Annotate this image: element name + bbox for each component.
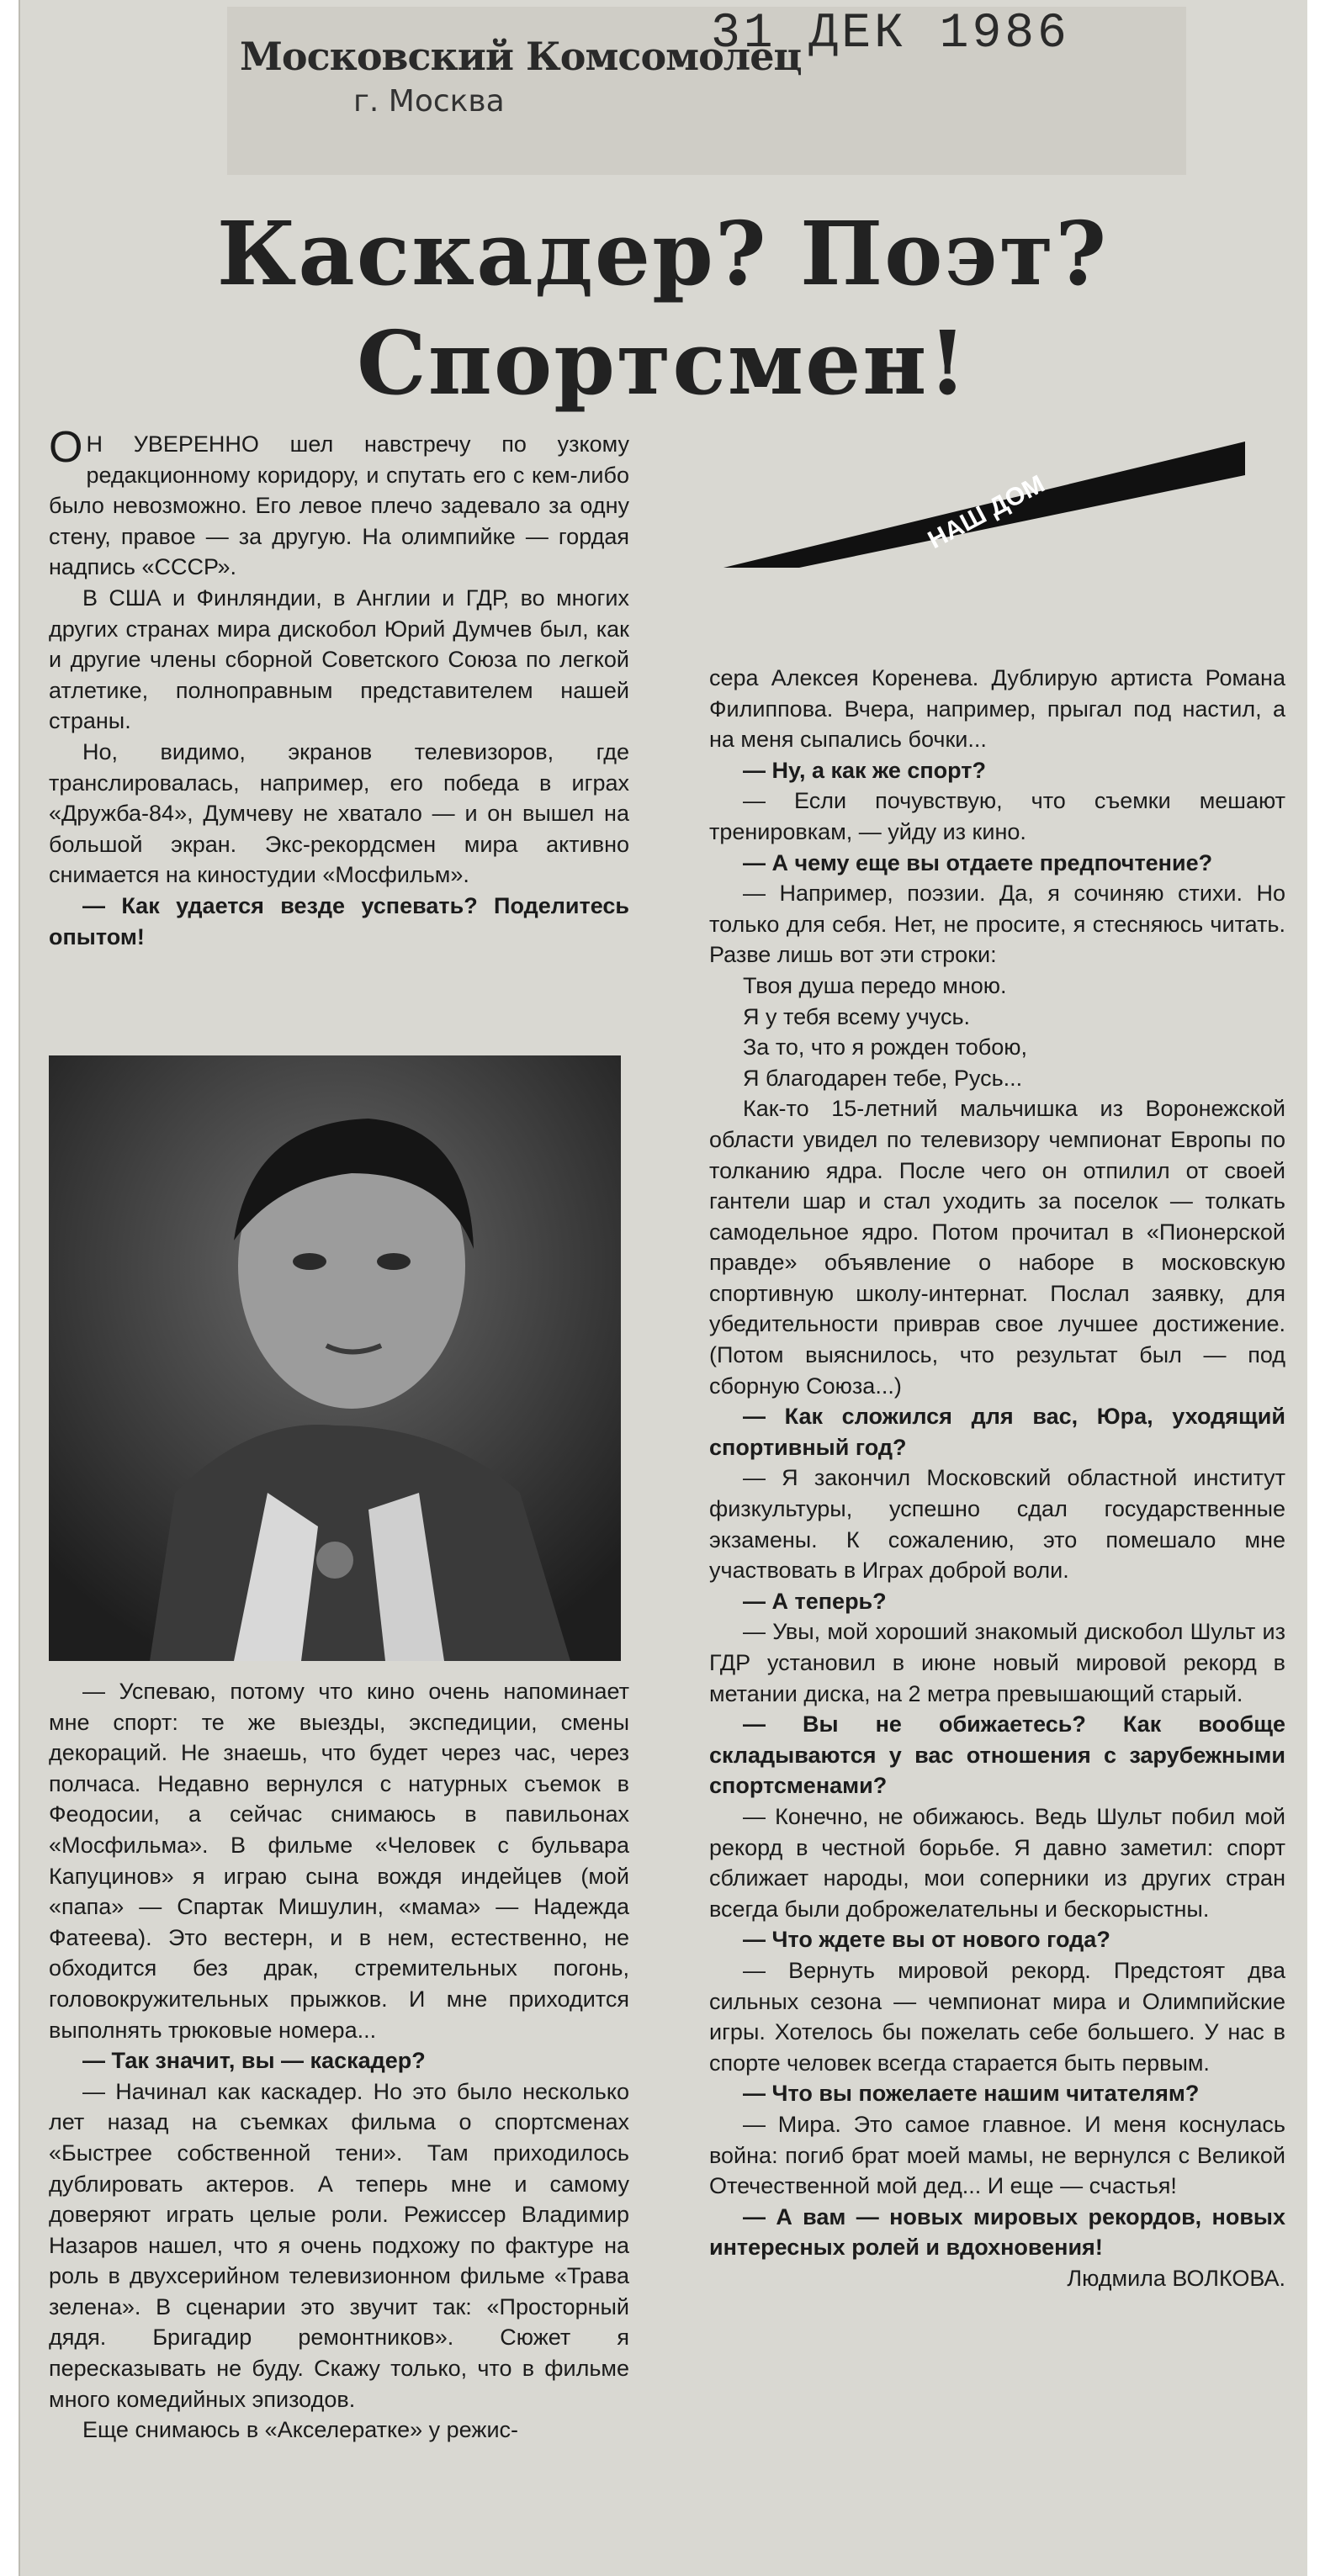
question: — А теперь? xyxy=(743,1588,887,1614)
question: — А чему еще вы отдаете предпочтение? xyxy=(743,849,1213,875)
headline-line-2: Спортсмен! xyxy=(356,311,969,415)
author-signature: Людмила ВОЛКОВА. xyxy=(1067,2265,1285,2291)
stamp-publication: Московский Комсомолец xyxy=(240,34,802,79)
rubric-banner xyxy=(707,442,1245,568)
verse-line: Твоя душа передо мною. xyxy=(743,972,1007,998)
question: — Вы не обижаетесь? Как вообще складываются у вас отношения с зарубежными спортсменами? xyxy=(709,1711,1285,1799)
paragraph: — Например, поэзии. Да, я сочиняю стихи. Но только для себя. Нет, не просите, я стесняюсь читать. Разве лишь вот эти строки: xyxy=(709,881,1285,968)
paragraph: — Начинал как каскадер. Но это было несколько лет назад на съемках фильма о спортсменах «Быстрее собственной тени». Там приходилось дублировать актеров. А теперь мне и самому доверяют играть целые роли. Режиссер Владимир Назаров нашел, что я очень подхожу по фактуре на роль в двухсерийном телевизионном фильме «Трава зелена». В сценарии это звучит так: «Просторный дядя. Бригадир ремонтников». Сюжет я пересказывать не буду. Скажу только, что в фильме много комедийных эпизодов. xyxy=(49,2078,629,2412)
question: — Как удается везде успевать? Поделитесь опытом! xyxy=(49,892,629,949)
stamp-city: г. Москва xyxy=(353,84,505,119)
drop-cap: О xyxy=(49,423,83,472)
left-column-bottom xyxy=(49,1676,629,2446)
paragraph: — Я закончил Московский областной институт физкультуры, успешно сдал государственные экзамены. К сожалению, это помешало мне участвовать в Играх доброй воли. xyxy=(709,1465,1285,1584)
verse-line: Я благодарен тебе, Русь... xyxy=(743,1065,1023,1091)
headline-line-1: Каскадер? Поэт? xyxy=(216,202,1109,305)
paragraph: — Успеваю, потому что кино очень напоминает мне спорт: те же выезды, экспедиции, смены декораций. Не знаешь, что будет через час, через полчаса. Недавно вернулся с натурных съемок в Феодосии, а сейчас снимаюсь в павильонах «Мосфильма». В фильме «Человек с бульвара Капуцинов» я играю сына вождя индейцев (мой «папа» — Спартак Мишулин, «мама» — Надежда Фатеева). Это вестерн, и в нем, естественно, не обходится без драк, стремительных погонь, головокружительных прыжков. И мне приходится выполнять трюковые номера... xyxy=(49,1679,629,2043)
paragraph: Но, видимо, экранов телевизоров, где транслировалась, например, его победа в играх «Дружба-84», Думчеву не хватало — и он вышел на большой экран. Экс-рекордсмен мира активно снимается на киностудии «Мосфильм». xyxy=(49,738,629,888)
paragraph: — Мира. Это самое главное. И меня коснулась война: погиб брат моей мамы, не вернулся с Великой Отечественной мой дед... И еще — счастья! xyxy=(709,2111,1285,2199)
question: — Как сложился для вас, Юра, уходящий спортивный год? xyxy=(709,1404,1285,1460)
lead-rest: шел навстречу по узкому редакционному коридору, и спутать его с кем-либо было невозможно. Его левое плечо задевало за одну стену, правое — за другую. На олимпийке — гордая надпись «СССР». xyxy=(49,431,630,580)
paragraph: — Конечно, не обижаюсь. Ведь Шульт побил мой рекорд в честной борьбе. Я давно заметил: спорт сближает народы, мои соперники из других стран всегда были доброжелательны и бескорыстны. xyxy=(709,1803,1285,1922)
paragraph: В США и Финляндии, в Англии и ГДР, во многих других странах мира дискобол Юрий Думчев был, как и другие члены сборной Советского Союза по легкой атлетике, полноправным представителем нашей страны. xyxy=(49,584,629,734)
rubric-label: НАШ ДОМ xyxy=(923,469,1050,555)
question: — Так значит, вы — каскадер? xyxy=(82,2048,426,2074)
portrait-photo xyxy=(49,1055,621,1661)
paragraph: сера Алексея Коренева. Дублирую артиста Романа Филиппова. Вчера, например, прыгал под настил, а на меня сыпались бочки... xyxy=(709,665,1285,753)
paragraph: — Вернуть мировой рекорд. Предстоят два сильных сезона — чемпионат мира и Олимпийские игры. Хотелось бы пожелать себе большего. У нас в спорте человек всегда старается быть первым. xyxy=(709,1957,1285,2076)
paragraph: Как-то 15-летний мальчишка из Воронежской области увидел по телевизору чемпионат Европы по толканию ядра. После чего он отпилил от своей гантели шар и стал уходить за поселок — толкать самодельное ядро. Потом прочитал в «Пионерской правде» объявление о наборе в московскую спортивную школу-интернат. Послал заявку, для убедительности приврав свое лучшее достижение. (Потом выяснилось, что результат был — под сборную Союза...) xyxy=(709,1096,1285,1399)
question: — Что вы пожелаете нашим читателям? xyxy=(743,2081,1200,2107)
question: — А вам — новых мировых рекордов, новых интересных ролей и вдохновения! xyxy=(709,2203,1285,2261)
stamp-date: 31 ДЕК 1986 xyxy=(711,7,1070,61)
verse-line: Я у тебя всему учусь. xyxy=(743,1003,971,1029)
portrait-illustration xyxy=(49,1055,621,1661)
paragraph: — Если почувствую, что съемки мешают тренировкам, — уйду из кино. xyxy=(709,788,1285,844)
left-column-top xyxy=(49,423,630,952)
question: — Ну, а как же спорт? xyxy=(743,757,987,783)
verse-line: За то, что я рожден тобою, xyxy=(743,1034,1027,1061)
paragraph: Еще снимаюсь в «Акселератке» у режис- xyxy=(82,2417,519,2443)
question: — Что ждете вы от нового года? xyxy=(743,1927,1110,1953)
lead-paragraph xyxy=(49,423,630,583)
lead-caps: Н УВЕРЕННО xyxy=(86,431,259,457)
paragraph: — Увы, мой хороший знакомый дискобол Шульт из ГДР установил в июне новый мировой рекорд в метании диска, на 2 метра превышающий старый. xyxy=(709,1619,1285,1706)
right-column xyxy=(709,663,1285,2293)
